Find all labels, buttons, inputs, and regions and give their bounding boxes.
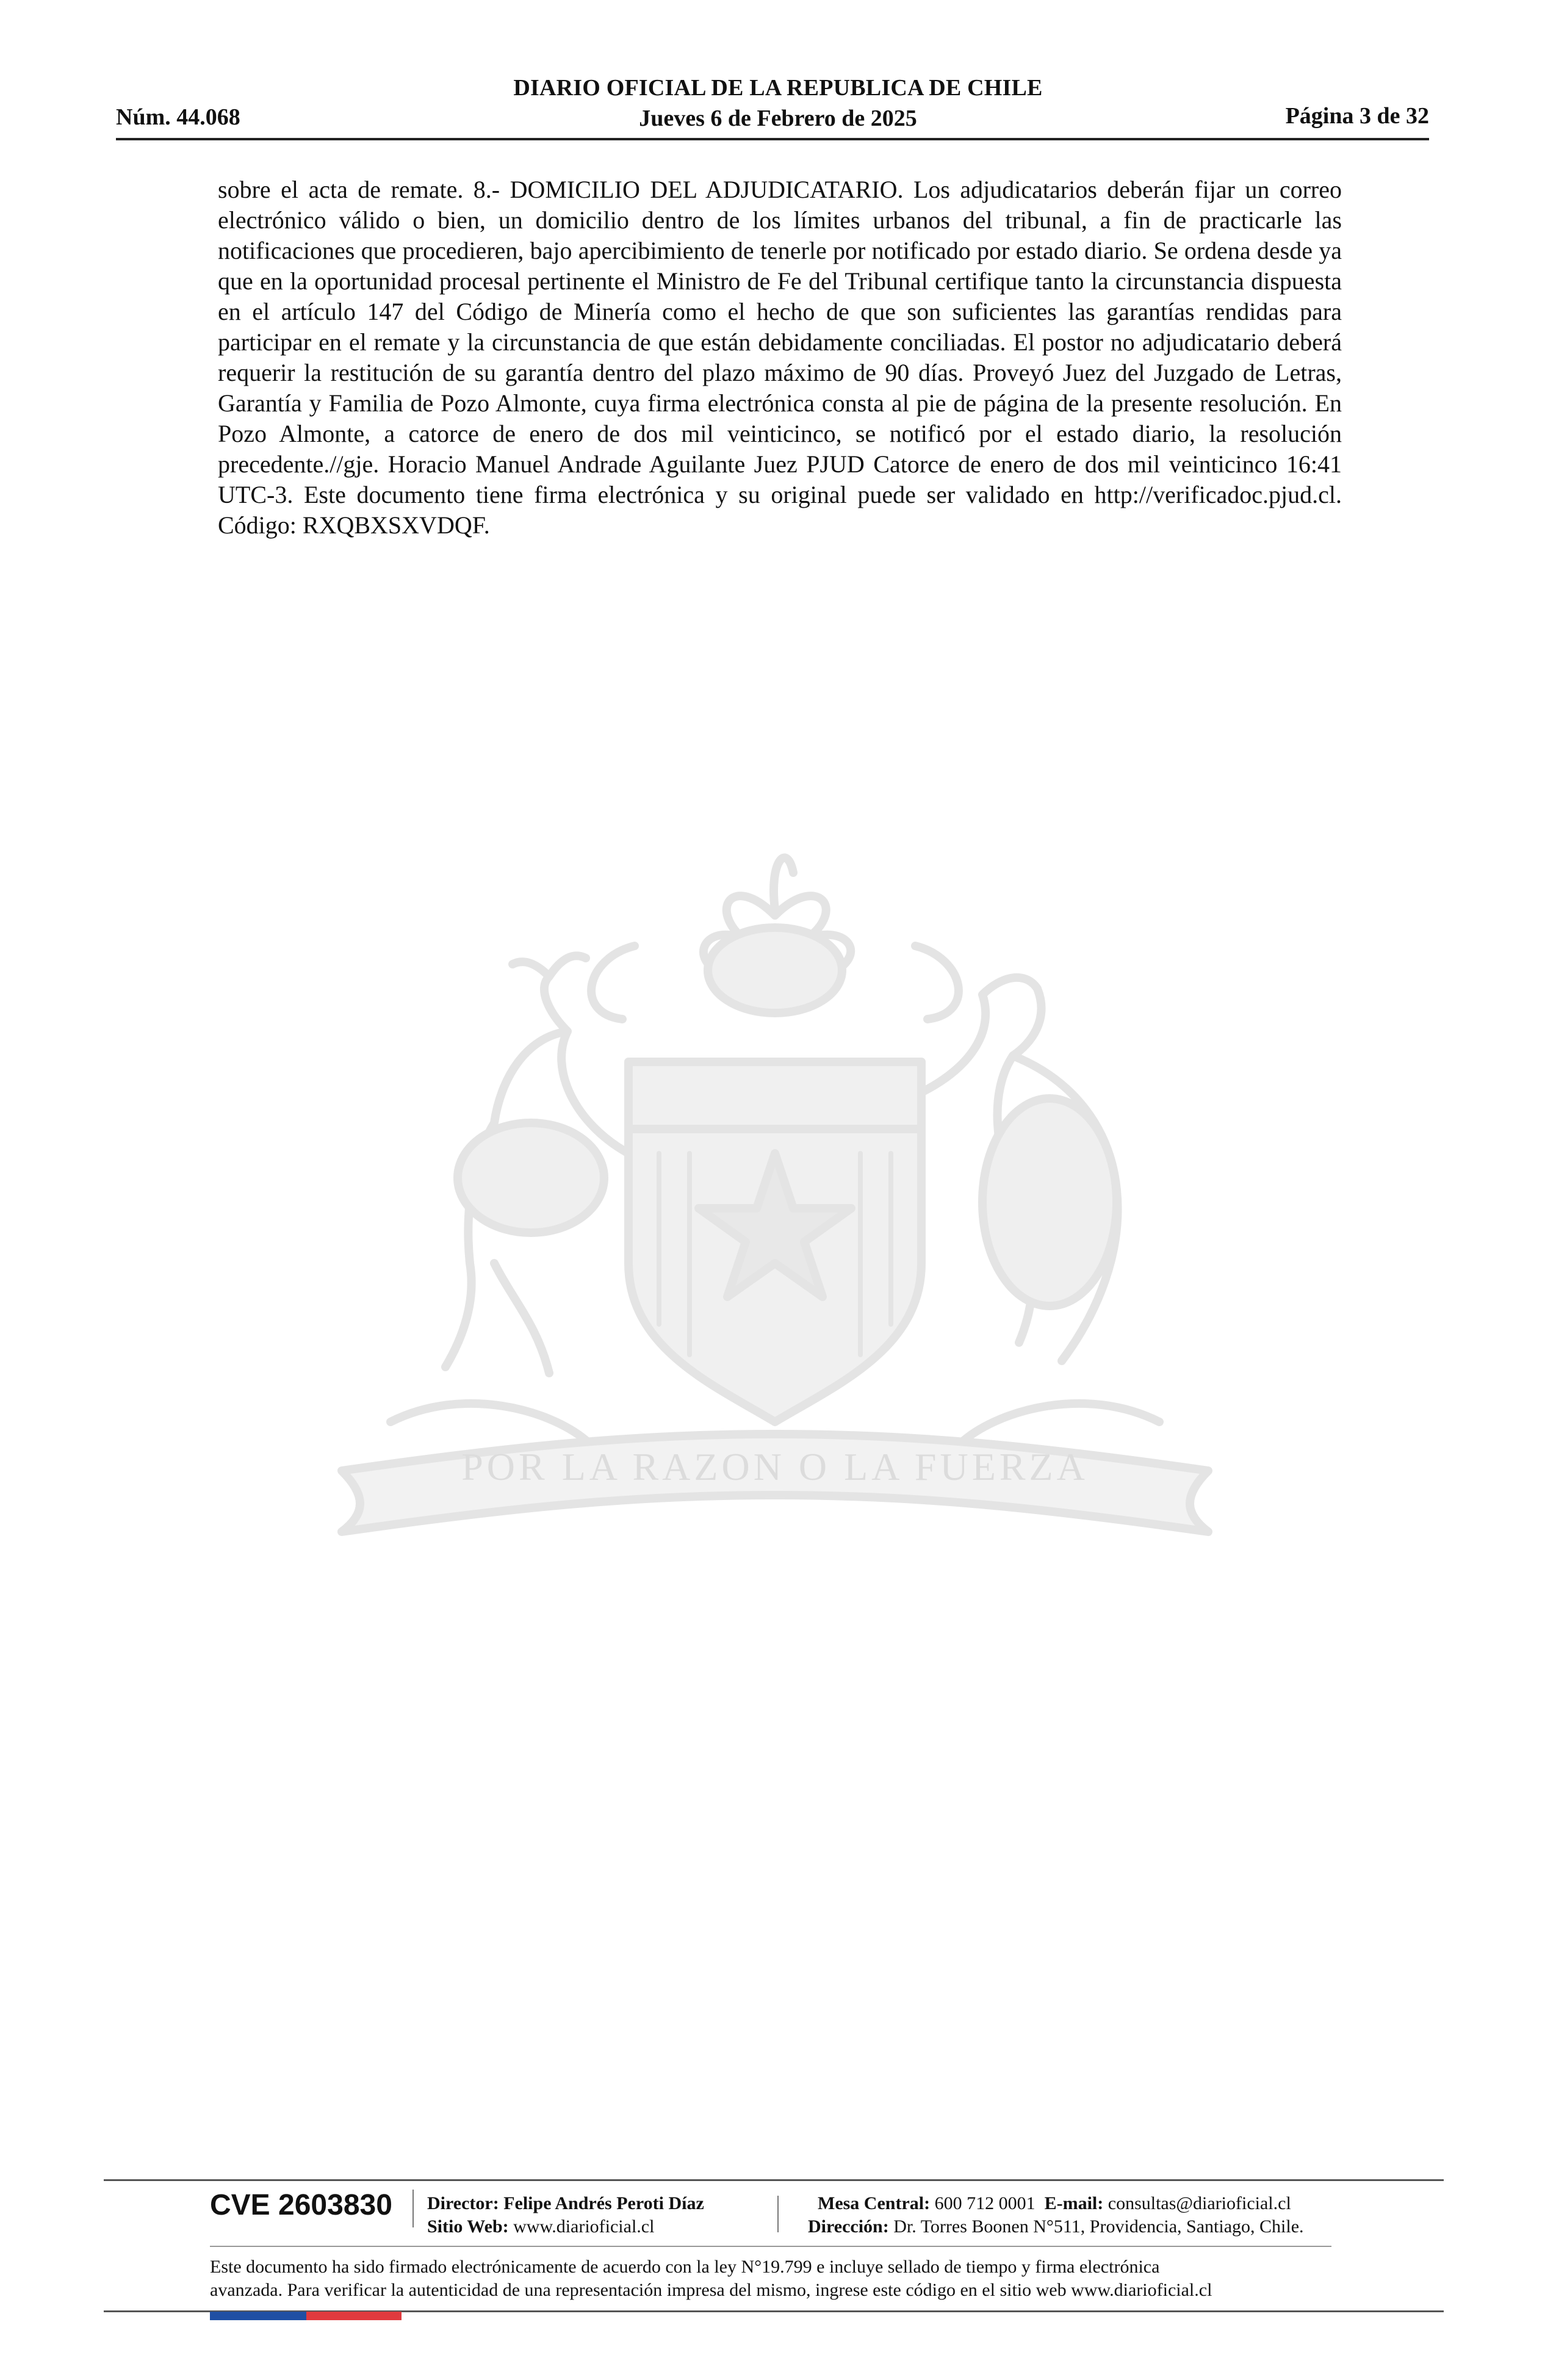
footer-contact-block (808, 2192, 1304, 2238)
header-divider (116, 138, 1429, 140)
director-name: Felipe Andrés Peroti Díaz (503, 2193, 704, 2213)
issue-number: Núm. 44.068 (116, 104, 240, 130)
mesa-central-value: 600 712 0001 (934, 2193, 1036, 2213)
coat-of-arms-watermark (207, 836, 1342, 1654)
flag-stripe-blue (210, 2312, 306, 2320)
website-label: Sitio Web: (427, 2216, 509, 2237)
cve-code: CVE 2603830 (210, 2189, 392, 2221)
signature-note-line1: Este documento ha sido firmado electrónicamente de acuerdo con la ley N°19.799 e incluye sellado de tiempo y firma electrónica (210, 2257, 1160, 2277)
issue-date: Jueves 6 de Febrero de 2025 (639, 106, 917, 131)
email-label: E-mail: (1044, 2193, 1104, 2213)
publication-title: DIARIO OFICIAL DE LA REPUBLICA DE CHILE (513, 75, 1043, 101)
page-number: Página 3 de 32 (1285, 103, 1429, 129)
flag-stripe-red (306, 2312, 402, 2320)
signature-note (210, 2256, 1345, 2302)
watermark-motto: POR LA RAZON O LA FUERZA (461, 1445, 1089, 1488)
mesa-central-label: Mesa Central: (818, 2193, 931, 2213)
body-paragraph: sobre el acta de remate. 8.- DOMICILIO DEL ADJUDICATARIO. Los adjudicatarios deberán fijar un correo electrónico válido o bien, un domicilio dentro de los límites urbanos del tribunal, a fin de practicarle las notificaciones que procedieren, bajo apercibimiento de tenerle por notificado por estado diario. Se ordena desde ya que en la oportunidad procesal pertinente el Ministro de Fe del Tribunal certifique tanto la circunstancia dispuesta en el artículo 147 del Código de Minería como el hecho de que son suficientes las garantías rendidas para participar en el remate y la circunstancia de que están debidamente conciliadas. El postor no adjudicatario deberá requerir la restitución de su garantía dentro del plazo máximo de 90 días. Proveyó Juez del Juzgado de Letras, Garantía y Familia de Pozo Almonte, cuya firma electrónica consta al pie de página de la presente resolución. En Pozo Almonte, a catorce de enero de dos mil veinticinco, se notificó por el estado diario, la resolución precedente.//gje. Horacio Manuel Andrade Aguilante Juez PJUD Catorce de enero de dos mil veinticinco 16:41 UTC-3. Este documento tiene firma electrónica y su original puede ser validado en http://verificadoc.pjud.cl. Código: RXQBXSXVDQF. (218, 176, 1342, 539)
signature-note-line2: avanzada. Para verificar la autenticidad de una representación impresa del mismo, ingrese este código en el sitio web www.diarioficial.cl (210, 2280, 1212, 2300)
director-label: Director: (427, 2193, 499, 2213)
footer-top-divider (104, 2179, 1444, 2181)
footer-separator (777, 2196, 779, 2232)
address-label: Dirección: (808, 2216, 889, 2237)
address-value: Dr. Torres Boonen N°511, Providencia, Santiago, Chile. (893, 2216, 1304, 2237)
footer-mid-divider (210, 2246, 1331, 2247)
website-link[interactable]: www.diarioficial.cl (513, 2216, 655, 2237)
footer-separator (412, 2190, 414, 2227)
footer-director-block (427, 2192, 704, 2238)
email-link[interactable]: consultas@diarioficial.cl (1108, 2193, 1291, 2213)
